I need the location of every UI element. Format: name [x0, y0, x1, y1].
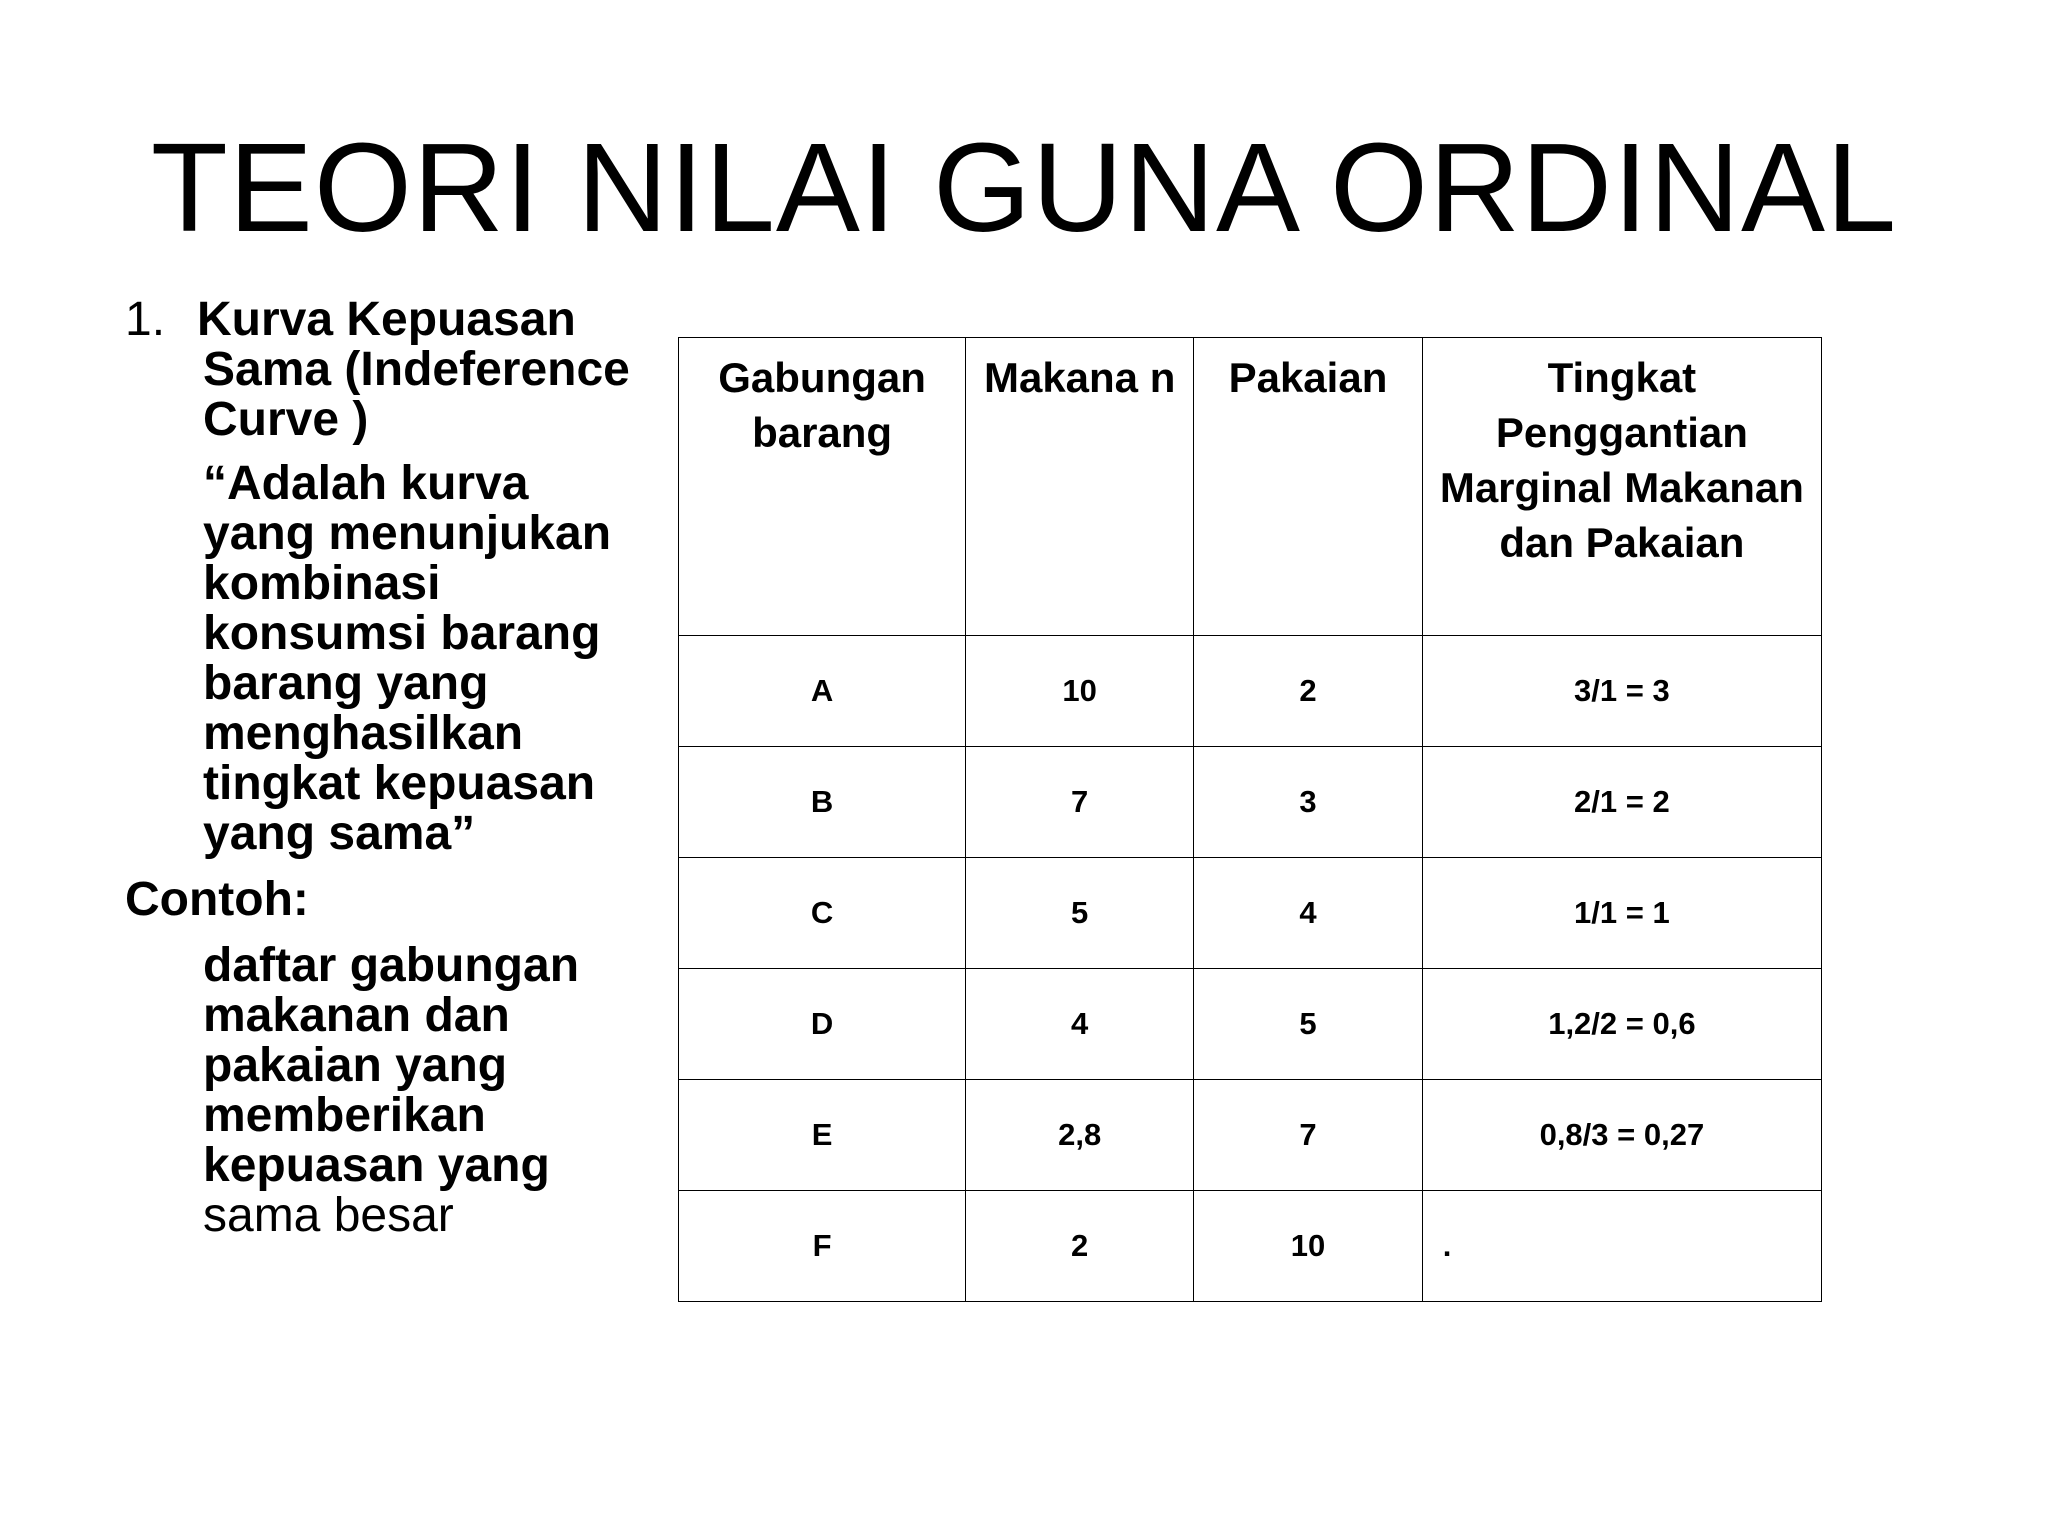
slide-title: TEORI NILAI GUNA ORDINAL [150, 117, 1898, 258]
table-cell: 3 [1194, 747, 1423, 858]
table-cell: 1/1 = 1 [1422, 858, 1821, 969]
column-header-tingkat: Tingkat Penggantian Marginal Makanan dan Pakaian [1422, 338, 1821, 636]
table-row [679, 636, 1822, 747]
table-cell: D [679, 969, 966, 1080]
table-cell: 2,8 [966, 1080, 1194, 1191]
table-cell: 3/1 = 3 [1422, 636, 1821, 747]
table-cell: 7 [1194, 1080, 1423, 1191]
definition-text: “Adalah kurva yang menunjukan kombinasi konsumsi barang barang yang menghasilkan tingkat kepuasan yang sama” [203, 457, 612, 860]
list-item-number: 1. [125, 293, 166, 346]
table-cell: 2/1 = 2 [1422, 747, 1821, 858]
table-row [679, 747, 1822, 858]
table-cell: 0,8/3 = 0,27 [1422, 1080, 1821, 1191]
left-text-column [125, 295, 645, 1241]
column-header-makanan: Makana n [966, 338, 1194, 636]
table-cell: 1,2/2 = 0,6 [1422, 969, 1821, 1080]
table-cell: E [679, 1080, 966, 1191]
table-cell: . [1422, 1191, 1821, 1302]
table-cell: 10 [1194, 1191, 1423, 1302]
table-cell: C [679, 858, 966, 969]
example-text [125, 941, 645, 1241]
column-header-gabungan: Gabungan barang [679, 338, 966, 636]
table-cell: B [679, 747, 966, 858]
table-row [679, 969, 1822, 1080]
table-cell: 10 [966, 636, 1194, 747]
table-cell: 5 [1194, 969, 1423, 1080]
table-cell: 2 [1194, 636, 1423, 747]
table-cell: A [679, 636, 966, 747]
table-cell: F [679, 1191, 966, 1302]
table-cell: 4 [966, 969, 1194, 1080]
list-item-heading [125, 295, 645, 445]
table-row [679, 1191, 1822, 1302]
table-cell: 7 [966, 747, 1194, 858]
list-item-heading-text: Kurva Kepuasan Sama (Indeference Curve ) [197, 293, 630, 446]
table-row [679, 858, 1822, 969]
data-table [678, 337, 1822, 1302]
example-text-bold: daftar gabungan makanan dan pakaian yang memberikan kepuasan yang [203, 939, 580, 1192]
table-cell: 4 [1194, 858, 1423, 969]
column-header-pakaian: Pakaian [1194, 338, 1423, 636]
example-text-normal: sama besar [203, 1189, 454, 1242]
example-label: Contoh: [125, 873, 309, 926]
table-cell: 5 [966, 858, 1194, 969]
table-row [679, 1080, 1822, 1191]
table-header-row [679, 338, 1822, 636]
table-cell: 2 [966, 1191, 1194, 1302]
